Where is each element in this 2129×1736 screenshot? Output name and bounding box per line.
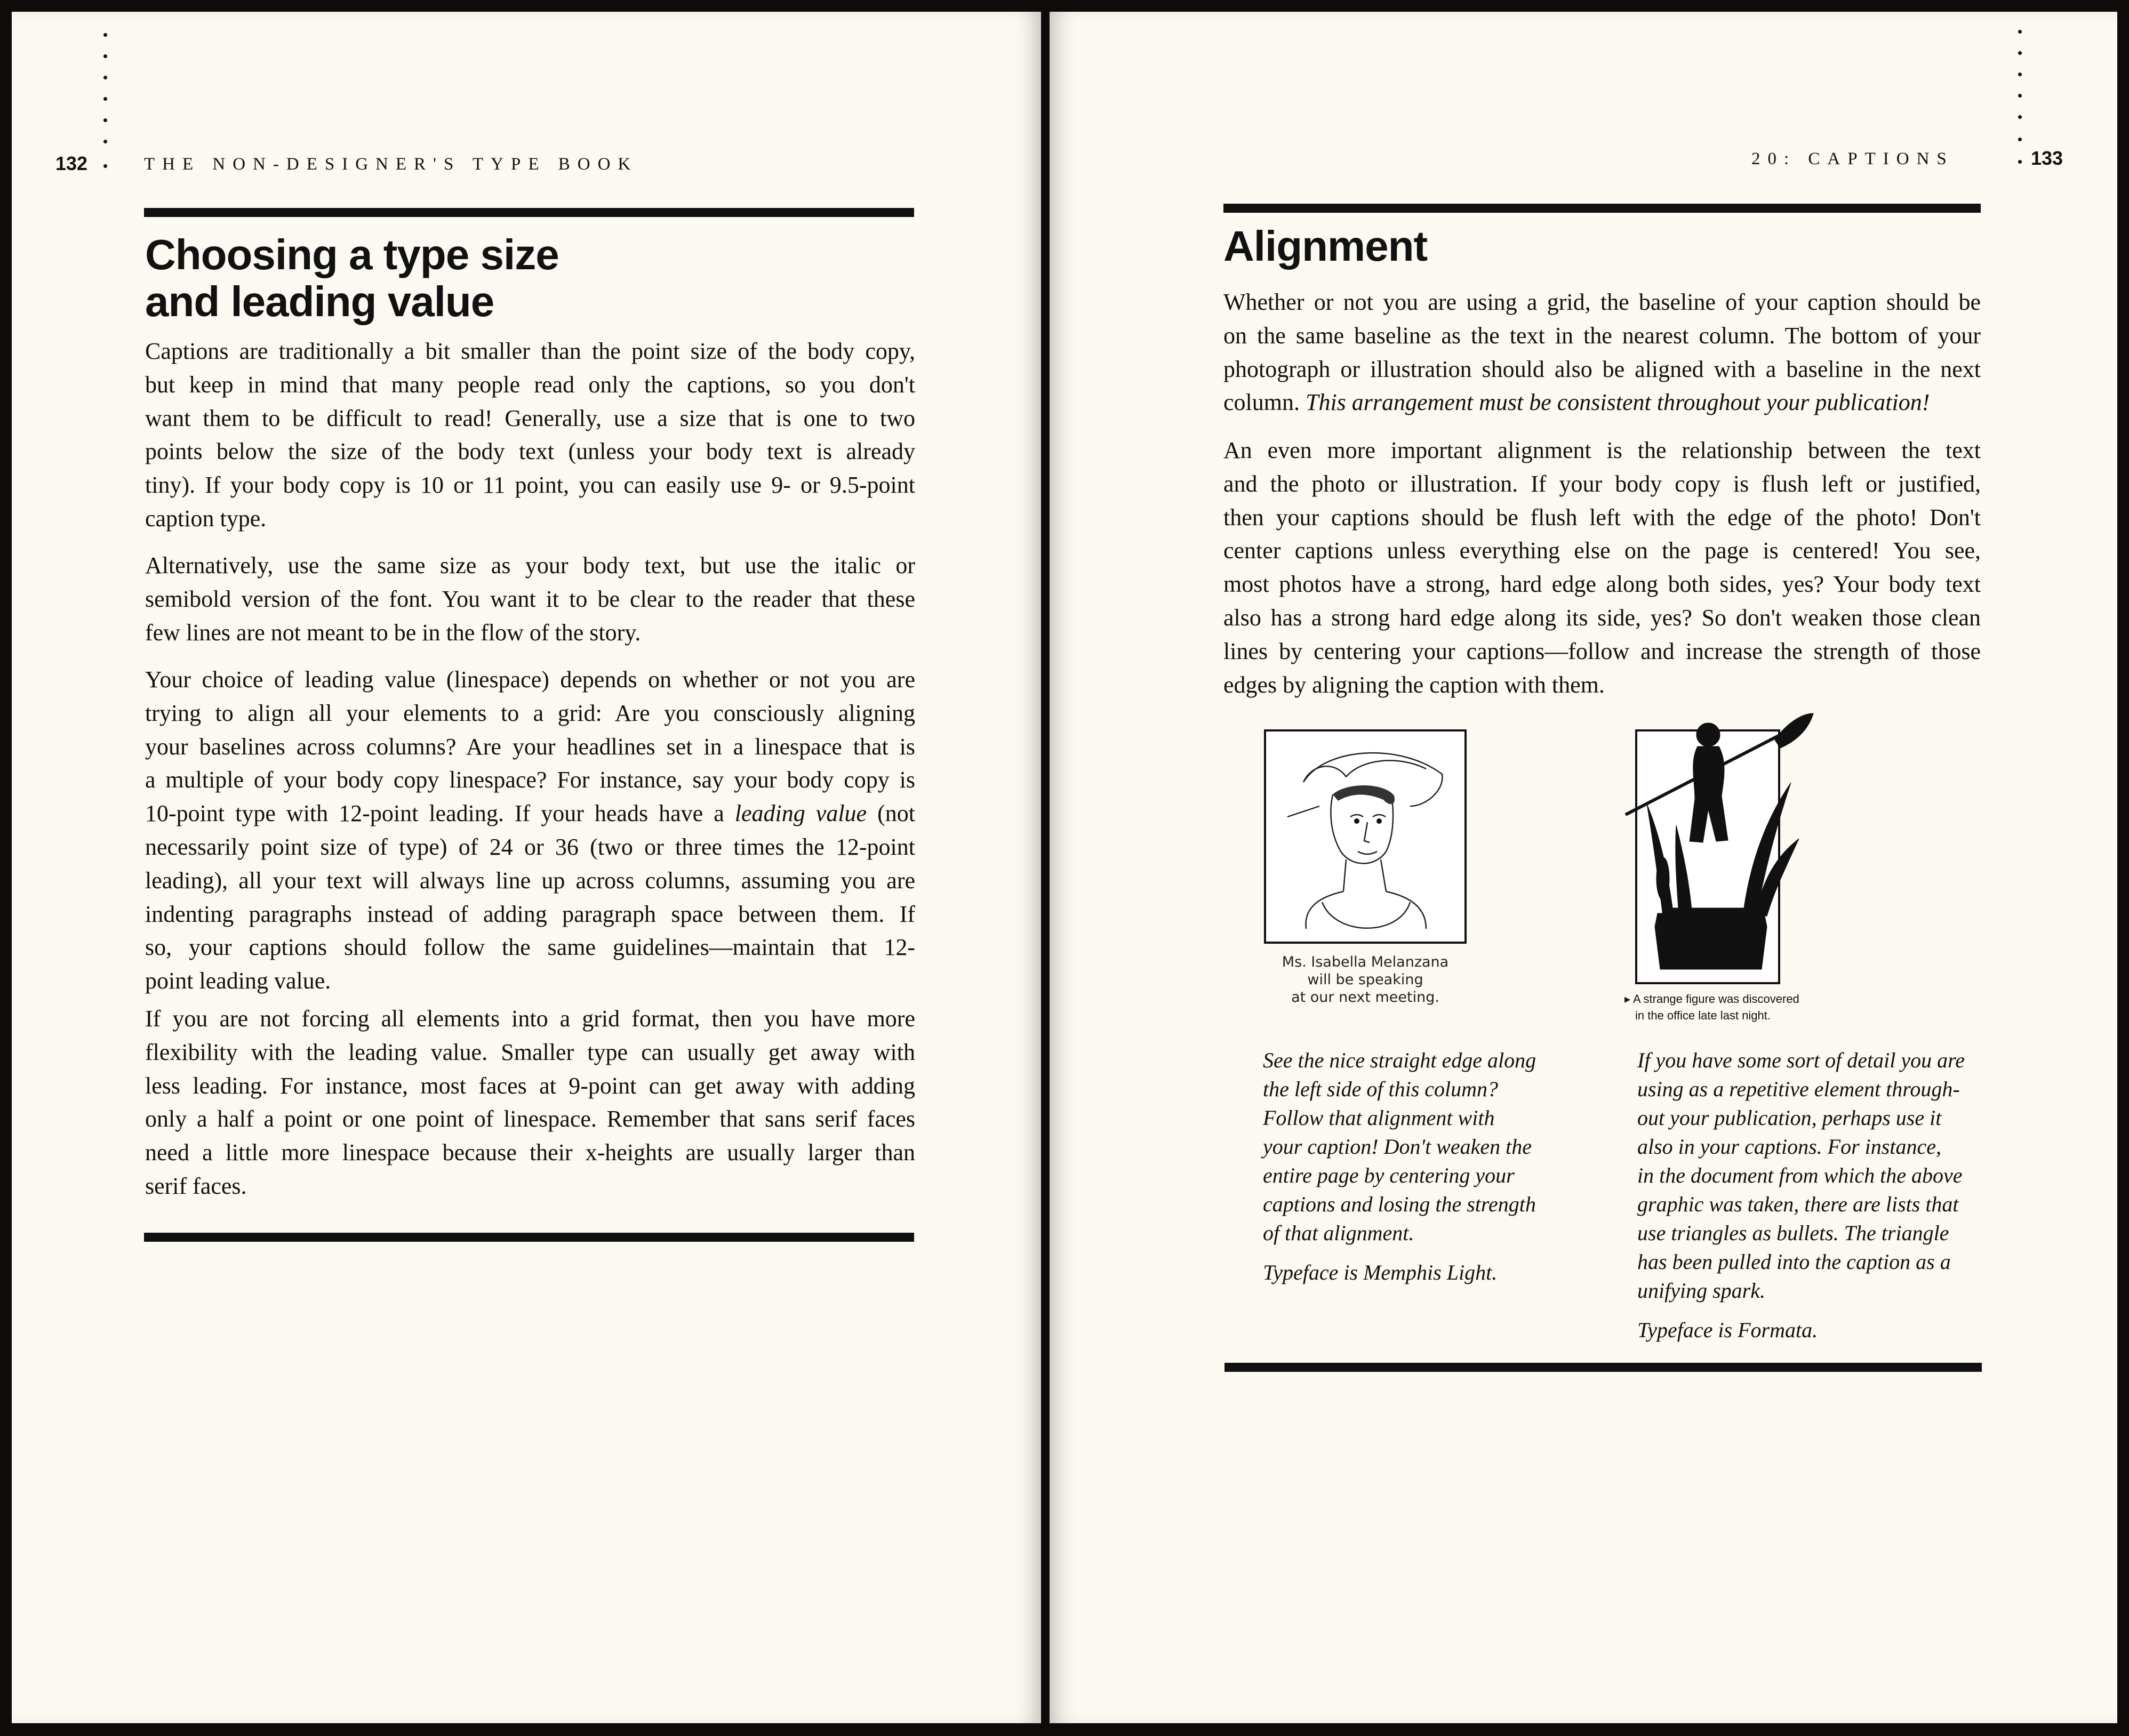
text-line: need a little more linespace because their x-heights are usually larger than <box>145 1139 915 1166</box>
page-number: 132 <box>55 152 88 174</box>
text-line: and the photo or illustration. If your body copy is flush left or justified, <box>1223 470 1981 497</box>
text-line: serif faces. <box>145 1172 247 1199</box>
bottom-rule <box>144 1233 914 1242</box>
text-line: leading), all your text will always line up across columns, assuming you are <box>145 867 915 894</box>
text-line: semibold version of the font. You want it to be clear to the reader that these <box>145 585 915 612</box>
text-line: so, your captions should follow the same guidelines—maintain that 12- <box>145 934 915 961</box>
text-line: center captions unless everything else on the page is centered! You see, <box>1223 537 1981 564</box>
running-head: THE NON-DESIGNER'S TYPE BOOK <box>144 155 638 174</box>
left-page <box>12 12 1041 1723</box>
text-line: indenting paragraphs instead of adding paragraph space between them. If <box>145 901 915 927</box>
text-line: column. This arrangement must be consistent throughout your publication! <box>1223 389 1930 416</box>
text-line: Alternatively, use the same size as your body text, but use the italic or <box>145 552 915 578</box>
text-line: An even more important alignment is the relationship between the text <box>1223 437 1981 463</box>
text-line: Whether or not you are using a grid, the baseline of your caption should be <box>1223 289 1981 315</box>
text-line: If you are not forcing all elements into a grid format, then you have more <box>145 1006 915 1032</box>
text-line: points below the size of the body text (unless your body text is already <box>145 438 915 465</box>
sample-caption-bullet: ▸ A strange figure was discovered in the office late last night. <box>1624 992 1799 1022</box>
text-line: then your captions should be flush left with the edge of the photo! Don't <box>1223 504 1981 531</box>
text-line: photograph or illustration should also be aligned with a baseline in the next <box>1223 356 1981 382</box>
section-heading: Choosing a type size and leading value <box>145 231 559 325</box>
text-line: but keep in mind that many people read only the captions, so you don't <box>145 371 915 398</box>
text-line: few lines are not meant to be in the flow of the story. <box>145 619 641 646</box>
paragraph <box>145 549 915 649</box>
text-line: a multiple of your body copy linespace? For instance, say your body copy is <box>145 767 915 793</box>
page-number: 133 <box>2031 147 2063 169</box>
section-heading: Alignment <box>1223 222 1428 270</box>
top-rule <box>1223 204 1981 213</box>
text-line: Your choice of leading value (linespace) depends on whether or not you are <box>145 666 915 693</box>
text-line: also has a strong hard edge along its side, yes? So don't weaken those clean <box>1223 604 1981 631</box>
top-rule <box>144 208 914 217</box>
text-line: edges by aligning the caption with them. <box>1223 671 1605 698</box>
woman-with-hat-icon <box>1266 732 1464 942</box>
paragraph <box>1223 286 1981 420</box>
text-line: caption type. <box>145 505 267 532</box>
running-head: 20: CAPTIONS <box>1751 149 1954 168</box>
text-line: lines by centering your captions—follow and increase the strength of those <box>1223 638 1981 664</box>
text-line: on the same baseline as the text in the nearest column. The bottom of your <box>1223 322 1981 349</box>
typeface-note: Typeface is Formata. <box>1637 1318 1818 1342</box>
woman-illustration <box>1264 729 1467 944</box>
text-line: less leading. For instance, most faces at 9-point can get away with adding <box>145 1072 915 1099</box>
paragraph <box>145 663 915 998</box>
paragraph <box>1223 434 1981 702</box>
text-line: 10-point type with 12-point leading. If your heads have a leading value (not <box>145 800 915 827</box>
text-line: point leading value. <box>145 968 331 994</box>
text-line: necessarily point size of type) of 24 or 36 (two or three times the 12-point <box>145 833 915 860</box>
text-line: trying to align all your elements to a grid: Are you consciously aligning <box>145 700 915 726</box>
silhouette-figure-icon <box>1615 703 1818 980</box>
text-line: your baselines across columns? Are your headlines set in a linespace that is <box>145 733 915 760</box>
right-page <box>1050 12 2117 1723</box>
text-line: only a half a point or one point of linespace. Remember that sans serif faces <box>145 1106 915 1132</box>
text-line: tiny). If your body copy is 10 or 11 point, you can easily use 9- or 9.5-point <box>145 472 915 499</box>
sample-caption-centered: Ms. Isabella Melanzana will be speaking at our next meeting. <box>1282 954 1449 1006</box>
text-line: want them to be difficult to read! Generally, use a size that is one to two <box>145 405 915 431</box>
bottom-rule <box>1224 1363 1982 1372</box>
typeface-note: Typeface is Memphis Light. <box>1263 1260 1498 1284</box>
example1-note: See the nice straight edge along the left side of this column? Follow that alignment with your caption! Don't weaken the entire page by centering your captions and losing the strength of that alignment. Typeface is Memphis Light. <box>1263 1046 1536 1287</box>
example2-note: If you have some sort of detail you are using as a repetitive element through- out your publication, perhaps use it also in your captions. For instance, in the document from which the above graphic was taken, there are lists that use triangles as bullets. The triangle has been pulled into the caption as a unifying spark. Typeface is Formata. <box>1637 1046 1965 1345</box>
text-line: Captions are traditionally a bit smaller than the point size of the body copy, <box>145 338 915 364</box>
paragraph <box>145 335 915 536</box>
text-line: flexibility with the leading value. Smaller type can usually get away with <box>145 1039 915 1065</box>
text-line: most photos have a strong, hard edge along both sides, yes? Your body text <box>1223 571 1981 598</box>
triangle-bullet-icon: ▸ <box>1624 992 1631 1006</box>
paragraph <box>145 1002 915 1203</box>
